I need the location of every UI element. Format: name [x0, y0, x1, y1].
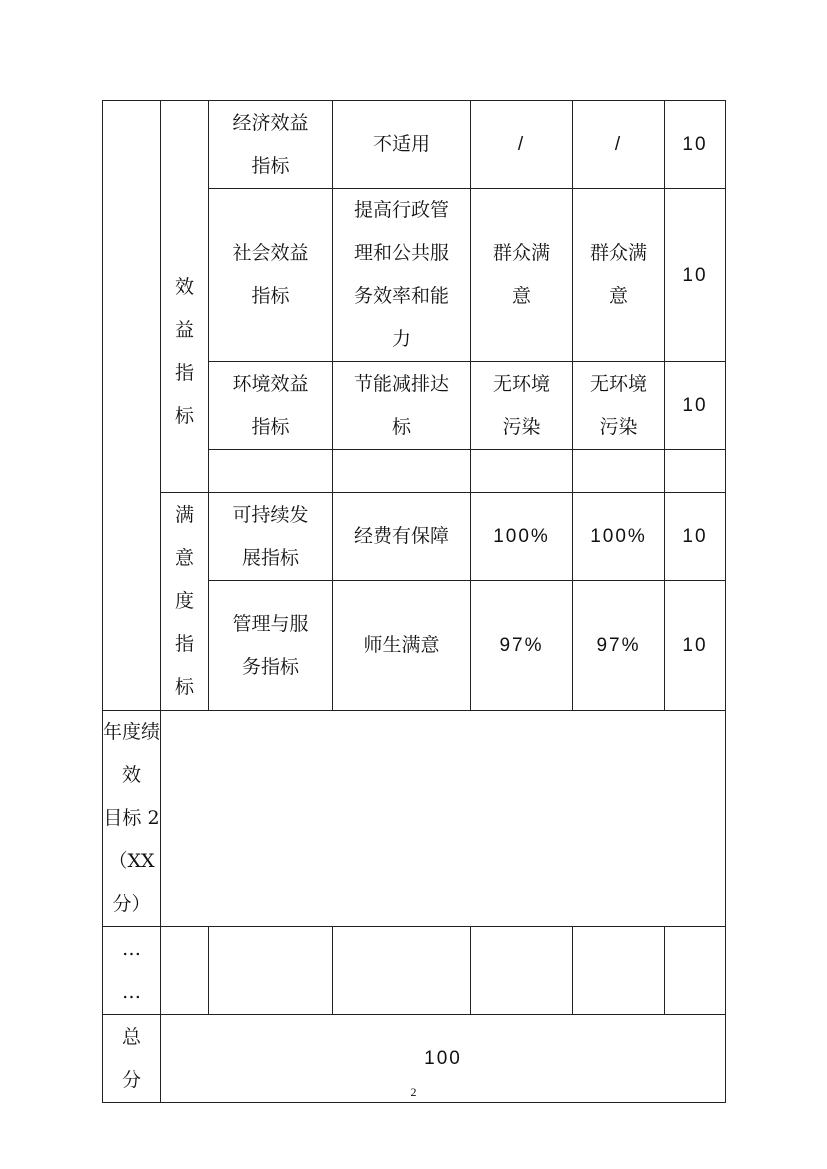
indicator-cell: 经济效益 指标 — [209, 101, 333, 189]
table-row — [103, 101, 726, 189]
content-cell: 节能减排达 标 — [333, 362, 471, 450]
target-cell: 97% — [471, 581, 573, 711]
vertical-char: 度 — [174, 590, 194, 612]
vertical-char: 标 — [174, 404, 194, 427]
vertical-char: 满 — [174, 504, 194, 526]
actual-cell: 100% — [573, 493, 665, 581]
empty-cell — [333, 927, 471, 1015]
vertical-char: 指 — [174, 361, 194, 384]
empty-cell — [161, 927, 209, 1015]
score-cell: 10 — [665, 101, 726, 189]
ellipsis-row — [103, 927, 726, 1015]
annual-goal-row — [103, 711, 726, 927]
actual-cell — [573, 450, 665, 493]
content-cell: 师生满意 — [333, 581, 471, 711]
annual-goal-content — [161, 711, 726, 927]
target-cell: 群众满 意 — [471, 189, 573, 362]
actual-cell: / — [573, 101, 665, 189]
content-cell: 提高行政管 理和公共服 务效率和能 力 — [333, 189, 471, 362]
target-cell: 无环境 污染 — [471, 362, 573, 450]
score-cell: 10 — [665, 581, 726, 711]
content-cell: 不适用 — [333, 101, 471, 189]
vertical-char: 意 — [174, 547, 194, 569]
score-cell: 10 — [665, 362, 726, 450]
total-value: 100 — [161, 1015, 726, 1103]
vertical-char: 分 — [121, 1068, 141, 1091]
empty-cell — [573, 927, 665, 1015]
content-cell — [333, 450, 471, 493]
vertical-char: 效 — [174, 275, 194, 298]
table-row — [103, 493, 726, 581]
score-cell — [665, 450, 726, 493]
vertical-char: 总 — [121, 1025, 141, 1048]
satisfaction-group-label — [161, 493, 209, 711]
target-cell — [471, 450, 573, 493]
vertical-char: 指 — [174, 633, 194, 655]
actual-cell: 群众满 意 — [573, 189, 665, 362]
empty-cell — [665, 927, 726, 1015]
score-cell: 10 — [665, 493, 726, 581]
target-cell: / — [471, 101, 573, 189]
page-number: 2 — [410, 1085, 417, 1099]
blank-merged-cell — [103, 101, 161, 711]
actual-cell: 97% — [573, 581, 665, 711]
content-cell: 经费有保障 — [333, 493, 471, 581]
performance-table — [102, 100, 726, 1103]
actual-cell: 无环境 污染 — [573, 362, 665, 450]
empty-cell — [209, 927, 333, 1015]
indicator-cell: 社会效益 指标 — [209, 189, 333, 362]
indicator-cell: 管理与服 务指标 — [209, 581, 333, 711]
indicator-cell: 环境效益 指标 — [209, 362, 333, 450]
vertical-char: 标 — [174, 676, 194, 698]
indicator-cell — [209, 450, 333, 493]
ellipsis-label: … … — [103, 927, 161, 1015]
score-cell: 10 — [665, 189, 726, 362]
vertical-char: 益 — [174, 318, 194, 341]
indicator-cell: 可持续发 展指标 — [209, 493, 333, 581]
benefit-group-label — [161, 101, 209, 493]
annual-goal-label: 年度绩效 目标 2 （XX 分） — [103, 711, 161, 927]
empty-cell — [471, 927, 573, 1015]
target-cell: 100% — [471, 493, 573, 581]
